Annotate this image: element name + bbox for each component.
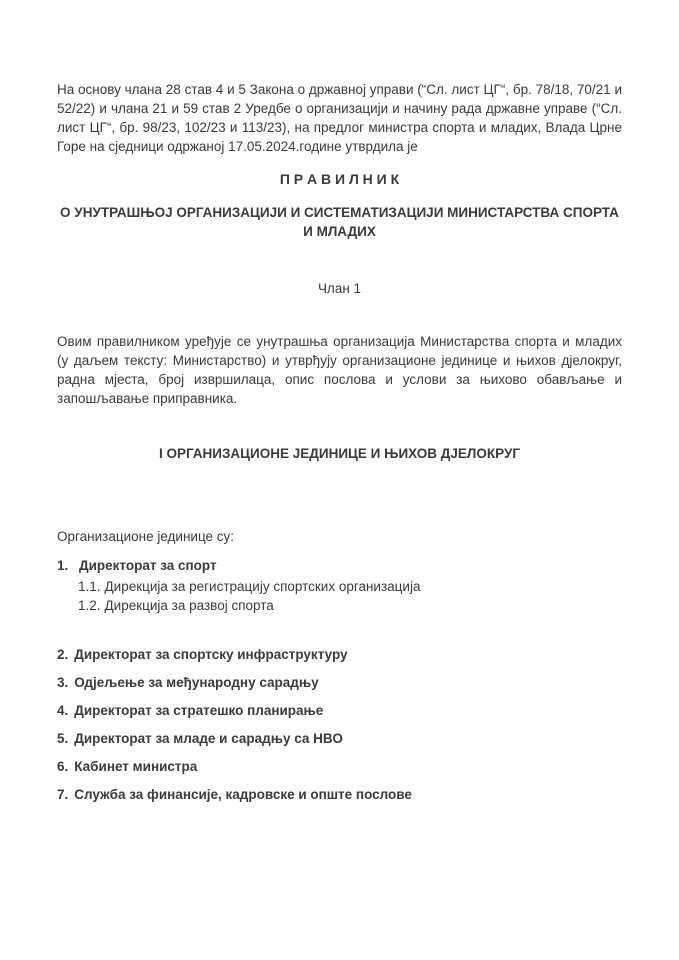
list-item: [57, 785, 622, 804]
document-subtitle: О УНУТРАШЊОЈ ОРГАНИЗАЦИЈИ И СИСТЕМАТИЗАЦИЈИ МИНИСТАРСТВА СПОРТА И МЛАДИХ: [60, 205, 619, 239]
item-number: 2.: [57, 647, 69, 662]
list-item: [57, 556, 622, 575]
list-item: [57, 645, 622, 664]
item-label: Директорат за стратешко планирање: [74, 703, 324, 718]
item-label: Директорат за спортску инфраструктуру: [74, 647, 348, 662]
item-label: Директорат за младе и сарадњу са НВО: [74, 731, 343, 746]
article-heading: Члан 1: [317, 281, 362, 296]
article-body-paragraph: Овим правилником уређује се унутрашња организација Министарства спорта и младих (у даљем тексту: Министарство) и утврђују организационе јединице и њихов дјелокруг, радна мјеста, број извршилаца, опис послова и услови за њихово обављање и запошљавање приправника.: [57, 334, 622, 406]
list-item: [57, 757, 622, 776]
section-heading: I ОРГАНИЗАЦИОНЕ ЈЕДИНИЦЕ И ЊИХОВ ДЈЕЛОКРУГ: [158, 446, 521, 461]
subitem-number: 1.2.: [78, 598, 101, 613]
list-item: [57, 729, 622, 748]
list-item: [57, 673, 622, 692]
item-number: 6.: [57, 759, 69, 774]
subitem-label: Дирекција за регистрацију спортских организација: [104, 579, 421, 594]
item-number: 7.: [57, 787, 69, 802]
intro-paragraph: На основу члана 28 став 4 и 5 Закона о државној управи (“Сл. лист ЦГ“, бр. 78/18, 70/21 и 52/22) и члана 21 и 59 став 2 Уредбе о организацији и начину рада државне управе (“Сл. лист ЦГ“, бр. 98/23, 102/23 и 113/23), на предлог министра спорта и младих, Влада Црне Горе на сједници одржаној 17.05.2024.године утврдила је: [57, 82, 622, 154]
list-subitem: [78, 596, 622, 615]
document-title: П Р А В И Л Н И К: [279, 171, 400, 187]
list-subitem: [78, 577, 622, 596]
item-number: 1.: [57, 558, 69, 573]
subitem-label: Дирекција за развој спорта: [104, 598, 274, 613]
subitem-number: 1.1.: [78, 579, 101, 594]
item-number: 4.: [57, 703, 69, 718]
list-intro: Организационе јединице су:: [57, 529, 235, 544]
item-label: Служба за финансије, кадровске и опште послове: [74, 787, 412, 802]
item-label: Директорат за спорт: [79, 558, 217, 573]
item-number: 5.: [57, 731, 69, 746]
item-label: Одјељење за међународну сарадњу: [74, 675, 319, 690]
list-item: [57, 701, 622, 720]
units-list: [57, 556, 622, 804]
item-label: Кабинет министра: [74, 759, 198, 774]
item-number: 3.: [57, 675, 69, 690]
